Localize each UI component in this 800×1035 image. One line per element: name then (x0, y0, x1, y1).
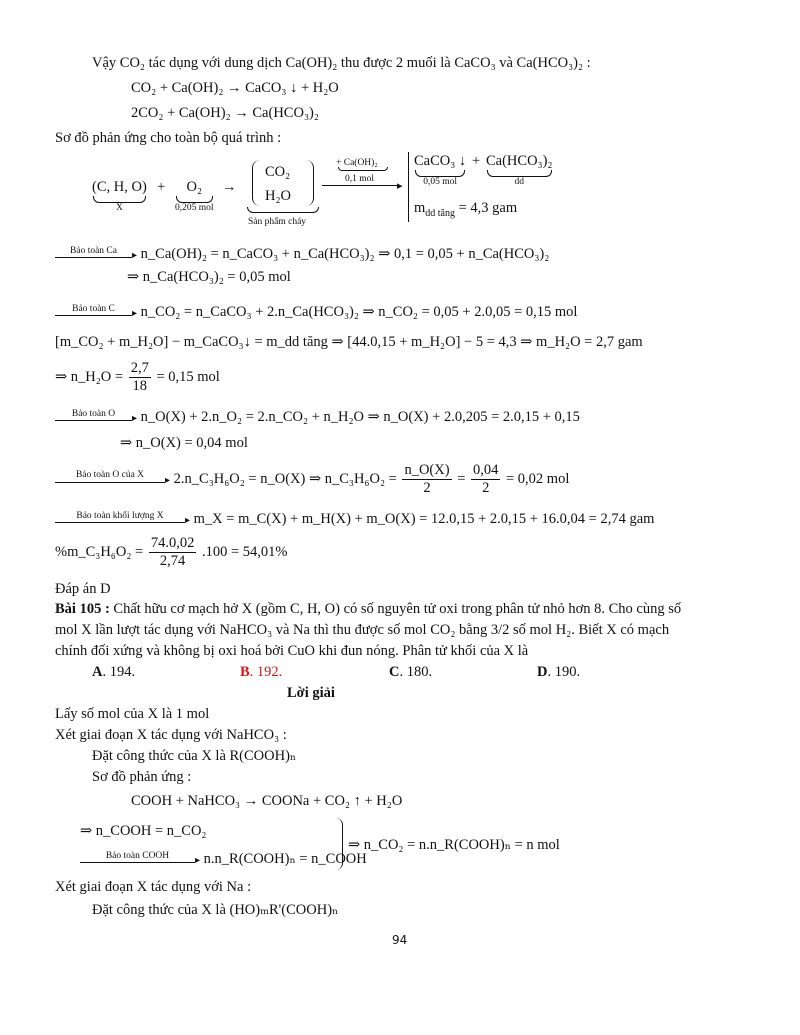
denominator: 2 (423, 480, 431, 496)
numerator: 2,7 (130, 360, 149, 376)
option-letter: A (92, 664, 103, 680)
conservation-o: Bảo toàn O ▸ n_O(X) + 2.n_O₂ = 2.n_CO₂ + n_H₂O ⇒ n_O(X) + 2.0,205 = 2.0,15 + 0,15 (55, 408, 580, 428)
equation: [m_CO₂ + m_H₂O] − m_CaCO₃↓ = m_dd tăng ⇒ [44.0,15 + m_H₂O] − 5 = 4,3 ⇒ m_H₂O = 2,7 gam (55, 334, 643, 350)
equation: ⇒ n_COOH = n_CO₂ (80, 823, 207, 839)
fraction (471, 462, 500, 497)
plus-sign: + (472, 153, 481, 169)
label: dd (514, 177, 524, 187)
option-letter: B (240, 664, 250, 680)
option-text: . 180. (399, 664, 433, 680)
label: X (115, 203, 123, 213)
equation: .100 = 54,01% (201, 543, 288, 560)
symbol: m (414, 200, 426, 216)
product-caco3 (414, 152, 466, 188)
reactant-x (92, 178, 147, 214)
equation: n_CO₂ = n_CaCO₃ + 2.n_Ca(HCO₃)₂ ⇒ n_CO₂ = 0,05 + 2.0,05 = 0,15 mol (140, 304, 578, 320)
numerator: 0,04 (473, 462, 499, 478)
conservation-c: Bảo toàn C ▸ n_CO₂ = n_CaCO₃ + 2.n_Ca(HCO₃)₂ ⇒ n_CO₂ = 0,05 + 2.0,05 = 0,15 mol (55, 303, 577, 323)
fraction (402, 462, 451, 497)
equation: ⇒ n_Ca(HCO₃)₂ = 0,05 mol (127, 269, 291, 285)
subscript: dd tăng (425, 207, 455, 219)
conservation-ca: Bảo toàn Ca ▸ n_Ca(OH)₂ = n_CaCO₃ + n_Ca(HCO₃)₂ ⇒ 0,1 = 0,05 + n_Ca(HCO₃)₂ (55, 245, 549, 265)
text-line: Lấy số mol của X là 1 mol (55, 706, 210, 722)
option-text: . 190. (547, 664, 581, 680)
equals: = (457, 470, 466, 487)
option-c (389, 663, 432, 681)
option-a (92, 663, 135, 681)
equation: ⇒ n_O(X) = 0,04 mol (120, 435, 248, 451)
option-text: . 192. (249, 664, 283, 680)
arrow (322, 185, 400, 186)
problem-title: Bài 105 : (55, 601, 110, 617)
arrow-label: Bảo toàn C (72, 304, 115, 315)
equation: 2CO₂ + Ca(OH)₂ → Ca(HCO₃)₂ (131, 105, 319, 121)
reactant-o2 (175, 178, 214, 214)
conservation-o-x: Bảo toàn O của X ▸ 2.n_C₃H₆O₂ = n_O(X) ⇒ n_C₃H₆O₂ = $\frac{n\_O(X)}{2}$ = $\frac{0,04}{2}$ = 0,02 mol (55, 462, 569, 497)
arrow-label: Bảo toàn Ca (70, 246, 117, 257)
conservation-mass: Bảo toàn khối lượng X ▸ m_X = m_C(X) + m_H(X) + m_O(X) = 12.0,15 + 2.0,15 + 16.0,04 = 2,74 gam (55, 510, 654, 530)
fraction (129, 360, 151, 395)
problem-statement (55, 600, 681, 618)
formula: (C, H, O) (92, 179, 147, 195)
arrow-head-icon: ▸ (397, 180, 403, 192)
equation: CO₂ + Ca(OH)₂ → CaCO₃ ↓ + H₂O (131, 80, 339, 96)
equation: n_O(X) + 2.n_O₂ = 2.n_CO₂ + n_H₂O ⇒ n_O(X) + 2.0,205 = 2.0,15 + 0,15 (140, 409, 580, 425)
arrow-label: Bảo toàn khối lượng X (76, 511, 164, 522)
text-line: Xét giai đoạn X tác dụng với Na : (55, 879, 252, 895)
formula: CaCO₃ ↓ (414, 153, 467, 169)
denominator: 18 (132, 378, 148, 394)
equation: ⇒ n_H₂O = (55, 368, 124, 385)
plus-sign: + (157, 179, 166, 195)
arrow-label: + Ca(OH)₂ (336, 158, 378, 168)
mass-increase (414, 199, 517, 223)
equation: 2.n_C₃H₆O₂ = n_O(X) ⇒ n_C₃H₆O₂ = (173, 470, 397, 487)
label: Sản phẩm cháy (248, 217, 307, 227)
equation: COOH + NaHCO₃ → COONa + CO₂ ↑ + H₂O (131, 793, 403, 809)
product-h2o: H₂O (265, 188, 291, 204)
problem-text: Chất hữu cơ mạch hở X (gồm C, H, O) có số nguyên tử oxi trong phân tử nhỏ hơn 8. Cho cùng số (109, 601, 682, 617)
text-line: Vậy CO₂ tác dụng với dung dịch Ca(OH)₂ thu được 2 muối là CaCO₃ và Ca(HCO₃)₂ : (92, 55, 591, 71)
percent-line (55, 535, 287, 570)
formula: Ca(HCO₃)₂ (486, 153, 553, 169)
equation: = 0,15 mol (156, 368, 220, 385)
equation: n_Ca(OH)₂ = n_CaCO₃ + n_Ca(HCO₃)₂ ⇒ 0,1 = 0,05 + n_Ca(HCO₃)₂ (140, 246, 550, 262)
right-brace (336, 818, 343, 870)
option-letter: C (389, 664, 400, 680)
page-number: 94 (392, 933, 408, 947)
label: 0,205 mol (175, 203, 214, 213)
arrow-label: Bảo toàn O (71, 409, 116, 420)
arrow-label: 0,1 mol (345, 174, 375, 184)
numerator: n_O(X) (404, 462, 450, 478)
option-letter: D (537, 664, 548, 680)
fraction (149, 535, 197, 570)
product-co2: CO₂ (265, 164, 291, 180)
label: 0,05 mol (423, 177, 457, 187)
value: = 4,3 gam (458, 200, 518, 216)
problem-text: chính đối xứng và không bị oxi hoá bởi CuO khi đun nóng. Phân tử khối của X là (55, 643, 529, 659)
option-b (240, 663, 282, 681)
text-line: Đặt công thức của X là R(COOH)ₙ (92, 748, 297, 764)
equation: m_X = m_C(X) + m_H(X) + m_O(X) = 12.0,15 + 2.0,15 + 16.0,04 = 2,74 gam (193, 511, 655, 527)
answer: Đáp án D (55, 581, 111, 597)
denominator: 2 (482, 480, 490, 496)
option-d (537, 663, 580, 681)
conservation-cooh: Bảo toàn COOH ▸ n.n_R(COOH)ₙ = n_COOH (80, 850, 367, 870)
equation: n.n_R(COOH)ₙ = n_COOH (203, 851, 367, 867)
product-cahco3 (486, 152, 553, 188)
solution-heading: Lời giải (287, 685, 335, 701)
equation: ⇒ n_CO₂ = n.n_R(COOH)ₙ = n mol (348, 837, 560, 853)
arrow-label: Bảo toàn O của X (75, 470, 145, 480)
option-text: . 194. (102, 664, 136, 680)
formula: O₂ (186, 179, 203, 195)
text-line: Sơ đồ phản ứng cho toàn bộ quá trình : (55, 130, 282, 146)
arrow-label: Bảo toàn COOH (105, 851, 170, 862)
n-h2o-line (55, 360, 220, 395)
text-line: Sơ đồ phản ứng : (92, 769, 192, 785)
denominator: 2,74 (159, 553, 186, 569)
text-line: Đặt công thức của X là (HO)ₘR'(COOH)ₙ (92, 902, 339, 918)
equation: = 0,02 mol (506, 470, 570, 487)
arrow: → (222, 179, 237, 195)
equation: %m_C₃H₆O₂ = (55, 543, 144, 560)
problem-text: mol X lần lượt tác dụng với NaHCO₃ và Na thì thu được số mol CO₂ bằng 3/2 số mol H₂. Biết X có mạch (55, 622, 670, 638)
text-line: Xét giai đoạn X tác dụng với NaHCO₃ : (55, 727, 287, 743)
numerator: 74.0,02 (150, 535, 195, 551)
